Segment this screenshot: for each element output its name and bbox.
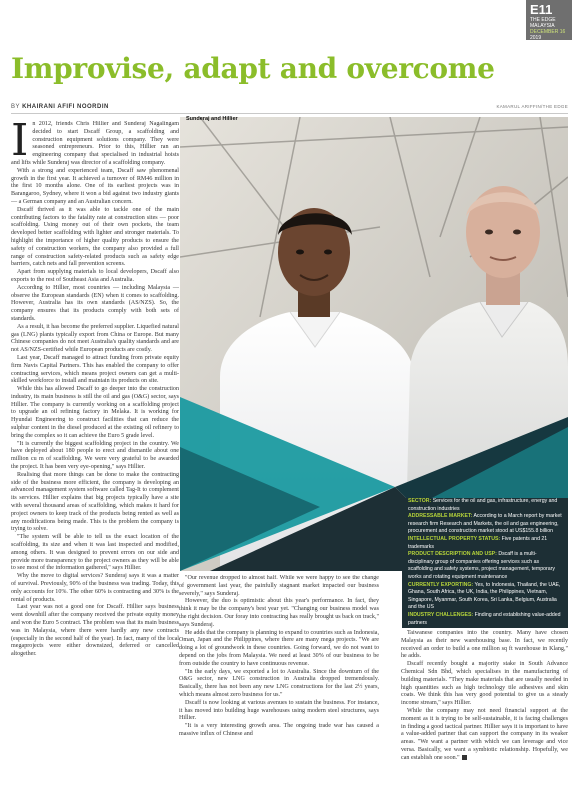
factbox-row: [408, 612, 562, 627]
paragraph: "In the early days, we exported a lot to Australia. Since the downturn of the O&G sector, new LNG construction in Australia dropped tremendously. Basically, there has not been any new LNG constructions for the last 2½ years, which means almost zero business for us.": [179, 668, 379, 698]
issue-year: 2019: [530, 35, 542, 41]
factbox-value: Finding and establishing value-added partners: [408, 611, 561, 626]
paragraph: "It is currently the biggest scaffolding project in the country. We have deployed about 180 people to erect and dismantle about one million cu m of scaffolding. We were very grateful to be awarded the project. It has been very eye-opening," says Hillier.: [11, 440, 179, 471]
paragraph: n 2012, friends Chris Hillier and Sunderaj Nagalingam decided to start Dscaff Group, a scaffolding and construction equipment solutions company. They were seasoned entrepreneurs. Prior to this, Hillier ran an engineering company that specialised in industrial hoists and lifts while Sunderaj was director of a scaffolding company.: [11, 121, 179, 166]
factbox-row: [408, 582, 562, 612]
factbox-row: [408, 513, 562, 536]
factbox-key: INDUSTRY CHALLENGES:: [408, 611, 474, 618]
paragraph: "Our revenue dropped to almost half. While we were happy to see the change of government last year, the painfully stagnant market impacted our business severely," says Sunderaj.: [179, 575, 379, 597]
factbox-key: PRODUCT DESCRIPTION AND USP:: [408, 551, 497, 558]
paragraph: "It is a very interesting growth area. The ongoing trade war has caused a massive influx of Chinese and: [179, 723, 379, 737]
publication-name: THE EDGE MALAYSIA: [530, 17, 556, 29]
photo-caption: Sunderaj and Hillier: [186, 116, 238, 122]
paragraph: "The system will be able to tell us the exact location of the scaffolding, its size and when it was last inspected and modified, among others. It was designed to prevent errors on our side and provide more transparency to the project owners as they will be able to see most of the information gathered," says Hillier.: [11, 534, 179, 572]
paragraph: With a strong and experienced team, Dscaff saw phenomenal growth in the first year. It achieved a turnover of RM46 million in the first 10 months alone. One of its earliest projects was in Barangaroo, Sydney, where it won a bid against two industry giants — a German company and an Australian concern.: [11, 167, 179, 205]
factbox-value: Dscaff is a multi-disciplinary group of companies offering services such as scaffolding and safety systems, project management, temporary works and rotating equipment maintenance: [408, 551, 555, 580]
article-column-3: [401, 630, 568, 805]
article-column-1: [11, 121, 179, 801]
byline-prefix: BY: [11, 104, 20, 110]
factbox-value: Services for the oil and gas, infrastructure, energy and construction industries: [408, 498, 558, 512]
factbox-key: INTELLECTUAL PROPERTY STATUS:: [408, 535, 501, 542]
column-1-body: [11, 121, 179, 659]
article-headline: Improvise, adapt and overcome: [11, 52, 495, 85]
factbox-key: CURRENTLY EXPORTING:: [408, 581, 474, 588]
factbox-key: ADDRESSABLE MARKET:: [408, 513, 473, 520]
page-folio: [526, 0, 572, 40]
article-column-2: [179, 575, 379, 803]
issue-date: DECEMBER 16: [530, 29, 566, 35]
page-number: E11: [530, 2, 553, 17]
end-of-article-mark: [462, 755, 467, 760]
paragraph: Dscaff recently bought a majority stake in South Advance Chemical Sdn Bhd, which specialises in the manufacturing of building materials. "They make materials that are usually needed in high quantities such as high technology tile adhesives and skin coats. We think this has very good potential to give us a steady income stream," says Hillier.: [401, 661, 568, 707]
paragraph: Taiwanese companies into the country. Many have chosen Malaysia as their new warehousing base. In fact, we recently received an order to build a one million sq ft warehouse in Klang," he adds.: [401, 630, 568, 660]
company-factbox: [402, 498, 568, 628]
paragraph: While this has allowed Dscaff to go deeper into the construction industry, its main business is still the oil and gas (O&G) sector, says Hillier. The company is currently working on a scaffolding project to upgrade an oil refining factory in Melaka. It is working for Hyundai Engineering to construct facilities that can reduce the sulphur content in the diesel produced at the existing oil refinery to bring the complex so it can achieve the Euro 5 grade level.: [11, 386, 179, 439]
paragraph: Last year was not a good one for Dscaff. Hillier says business went downhill after the company received the private equity money and won the Euro 5 contract. The problem was that its main business was in Malaysia, where there were hardly any new contracts (especially in the second half of the year). In fact, many of the local megaprojects were either downsized, deferred or cancelled altogether.: [11, 604, 179, 658]
header-divider: [11, 113, 568, 114]
paragraph: According to Hillier, most countries — including Malaysia — observe the European standards (EN) when it comes to scaffolding. However, Australia has its own standards (AS/NZS). So, the company ensures that its products comply with both sets of standards.: [11, 284, 179, 322]
drop-cap: I: [11, 121, 29, 166]
byline-author: KHAIRANI AFIFI NOORDIN: [22, 104, 109, 110]
photo-credit: KAMARUL ARIFFIN/THE EDGE: [496, 104, 568, 109]
factbox-value: According to a March report by market research firm Research and Markets, the oil and gas engineering, procurement and construction market stood at US$155.8 billion: [408, 513, 562, 535]
paragraph: Last year, Dscaff managed to attract funding from private equity firm Navis Capital Partners. This has enabled the company to offer contracting services, which means project owners can get a multi-skilled workforce to install and maintain its products on site.: [11, 354, 179, 385]
factbox-row: [408, 498, 562, 513]
paragraph: Dscaff is now looking at various avenues to sustain the business. For instance, it has moved into building huge warehouses using modern steel structures, says Hillier.: [179, 699, 379, 722]
byline: [11, 104, 109, 110]
factbox-row: [408, 536, 562, 551]
factbox-value: Five patents and 21 trademarks: [408, 535, 548, 550]
paragraph: As a result, it has become the preferred supplier. Liquefied natural gas (LNG) plants typically export from China or Europe. But many Chinese companies do not meet Australia's quality standards and are not AS/NZS-certified while European products are costly.: [11, 323, 179, 354]
paragraph: Apart from supplying materials to local developers, Dscaff also exports to the rest of Southeast Asia and Australia.: [11, 269, 179, 283]
paragraph: Dscaff thrived as it was able to tackle one of the main contributing factors to the fatality rate at construction sites — poor scaffolding. Using money out of their own pockets, the team developed better scaffolding with lighter and stronger materials. To highlight the importance of higher quality products to ensure the safety of construction workers, the company also provided a full range of construction safety-related products such as safety edge barriers, catch nets and fall prevention screens.: [11, 206, 179, 268]
paragraph: While the company may not need financial support at the moment as it is trying to be self-sustainable, it is facing challenges in finding a good tactical partner. Hillier says it is important to have a value-added partner that can support the company in its weaker areas. "We want a partner with which we can leverage and vice versa. Basically, we want a symbiotic relationship. Hopefully, we can establish one soon.": [401, 707, 568, 761]
paragraph: Why the move to digital services? Sunderaj says it was a matter of survival. Previously, 90% of the business was trading. Today, this only accounts for 10%. The other 60% is contracting and 30% is the rental of products.: [11, 573, 179, 603]
factbox-value: Yes, to Indonesia, Thailand, the UAE, Ghana, South Africa, the UK, India, the Philippines, Vietnam, Singapore, Myanmar, South Korea, Sri Lanka, Belgium, Australia and the US: [408, 581, 561, 611]
paragraph: He adds that the company is planning to expand to countries such as Indonesia, Oman, Japan and the Philippines, where there are many mega projects. "We are doing a lot of groundwork in these countries. Going forward, we do not want to depend on the jobs from Malaysia. We need at least 30% of our business to be from outside the country to have continuous revenue.: [179, 629, 379, 667]
factbox-row: [408, 551, 562, 581]
factbox-key: SECTOR:: [408, 498, 432, 504]
paragraph: Realising that more things can be done to make the contracting side of the business more efficient, the company is developing an advanced management system software called Tag-It to complement its services. Hillier explains that big projects typically have a site with several thousand areas of scaffolding, which makes it hard for project owners to keep track of the products being rented as well as any modifications being made. This is the problem the company is trying to solve.: [11, 471, 179, 533]
paragraph: However, the duo is optimistic about this year's performance. In fact, they think it may be the company's best year yet. "Changing our business model was the right decision. Our foray into contracting has really brought us back on track," says Sunderaj.: [179, 598, 379, 628]
